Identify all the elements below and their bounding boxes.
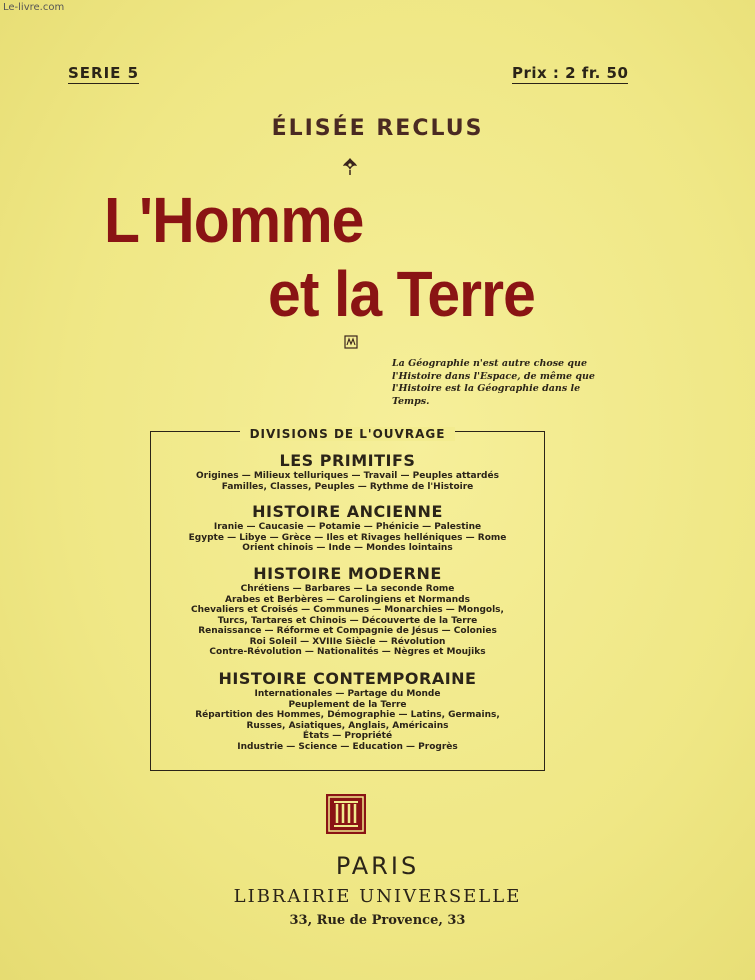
section-line: Arabes et Berbères — Carolingiens et Normands — [225, 594, 470, 605]
section-title: HISTOIRE CONTEMPORAINE — [218, 669, 477, 688]
section-line: Turcs, Tartares et Chinois — Découverte de la Terre — [217, 615, 478, 626]
divisions-heading — [151, 423, 544, 442]
section-line: Iranie — Caucasie — Potamie — Phénicie — Palestine — [213, 522, 482, 532]
title-line-2: et la Terre — [268, 258, 535, 330]
section-line: États — Propriété — [302, 731, 393, 741]
section-line: Chrétiens — Barbares — La seconde Rome — [240, 584, 455, 594]
divisions-heading-text: DIVISIONS DE L'OUVRAGE — [240, 427, 456, 441]
imprint-publisher: LIBRAIRIE UNIVERSELLE — [233, 886, 522, 907]
section-title: HISTOIRE MODERNE — [253, 564, 442, 583]
serie-label: SERIE 5 — [68, 64, 140, 82]
price-label: Prix : 2 fr. 50 — [512, 64, 629, 82]
section-line: Industrie — Science — Education — Progrès — [237, 741, 458, 752]
imprint-city: PARIS — [335, 852, 420, 880]
watermark: Le-livre.com — [3, 2, 65, 13]
imprint-address: 33, Rue de Provence, 33 — [289, 913, 466, 928]
section-line: Renaissance — Réforme et Compagnie de Jésus — Colonies — [198, 626, 497, 636]
monogram-icon — [344, 335, 358, 349]
section-line: Familles, Classes, Peuples — Rythme de l'Histoire — [221, 481, 474, 492]
section-title: LES PRIMITIFS — [279, 451, 416, 470]
publisher-logo-icon — [325, 793, 367, 835]
section-line: Internationales — Partage du Monde — [254, 689, 441, 699]
section-title: HISTOIRE ANCIENNE — [252, 502, 443, 521]
section-line: Egypte — Libye — Grèce — Iles et Rivages helléniques — Rome — [188, 532, 507, 543]
section-line: Contre-Révolution — Nationalités — Nègres et Moujiks — [209, 647, 486, 657]
author-name: ÉLISÉE RECLUS — [271, 116, 484, 141]
title-line-1: L'Homme — [104, 184, 364, 256]
section-line: Origines — Milieux telluriques — Travail — Peuples attardés — [196, 471, 499, 481]
section-primitifs — [151, 451, 544, 492]
section-line: Chevaliers et Croisés — Communes — Monarchies — Mongols, — [191, 605, 504, 615]
section-histoire-moderne — [151, 564, 544, 658]
section-histoire-contemporaine — [151, 669, 544, 752]
section-line: Roi Soleil — XVIIIe Siècle — Révolution — [249, 636, 446, 647]
section-line: Répartition des Hommes, Démographie — Latins, Germains, — [195, 710, 500, 720]
section-line: Peuplement de la Terre — [288, 699, 407, 710]
fleuron-icon — [340, 156, 360, 176]
divisions-box — [150, 427, 545, 771]
epigraph-quote: La Géographie n'est autre chose que l'Histoire dans l'Espace, de même que l'Histoire est la Géographie dans le Temps. — [392, 358, 595, 407]
section-histoire-ancienne — [151, 502, 544, 554]
section-line: Russes, Asiatiques, Anglais, Américains — [246, 720, 449, 731]
section-line: Orient chinois — Inde — Mondes lointains — [242, 543, 453, 553]
